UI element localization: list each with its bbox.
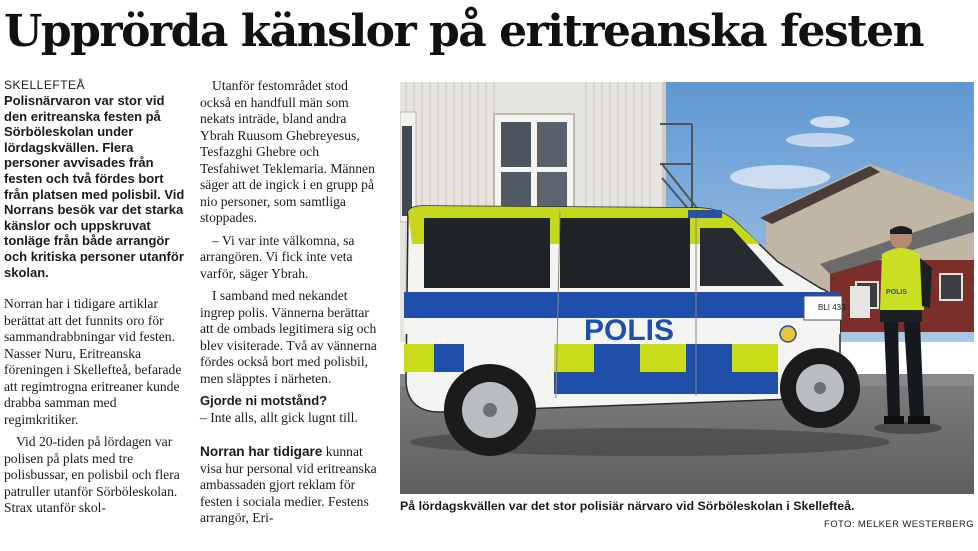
photo-caption: På lördagskvällen var det stor polisiär närvaro vid Sörböleskolan i Skellefteå. <box>400 499 855 513</box>
paragraph: I samband med nekandet ingrep polis. Vännerna berättar att de ombads legitimera sig och blev visiterade. Två av vännerna fördes också bort med polisbil, men släpptes i närheten. <box>200 288 377 386</box>
paragraph: Norran har i tidigare artiklar berättat att det funnits oro för sammandrabbningar vid festen. Nasser Nuru, Eritreanska föreningen i Skellefteå, befarade att regimtrogna eritreaner kunde drabba samman med regimkritiker. <box>4 296 182 427</box>
ingress: Polisnärvaron var stor vid den eritreanska festen på Sörböleskolan under lördagskvällen. Flera personer avvisades från festen och två fördes bort från platsen med polisbil. Vid Norrans besök var det starka känslor och uppskruvat tonläge från både arrangör och kritiska personer utanför skolan. <box>4 93 185 280</box>
interview-question: Gjorde ni motstånd? <box>200 393 328 408</box>
headline: Upprörda känslor på eritreanska festen <box>4 6 924 57</box>
news-photo <box>400 82 974 494</box>
quote-paragraph: – Vi var inte välkomna, sa arrangören. Vi fick inte veta varför, säger Ybrah. <box>200 232 355 281</box>
photo-credit: FOTO: MELKER WESTERBERG <box>824 519 974 530</box>
paragraph <box>200 444 380 527</box>
van-police-label: POLIS <box>584 314 675 347</box>
paragraph: Utanför festområdet stod också en handfull män som nekats inträde, bland andra Ybrah Ruusom Ghebreyesus, Tesfazghi Ghebre och Tesfahiwet Teklemaria. Männen säger att de ingick i en grupp på nio personer, som samtliga stoppades. <box>200 78 375 225</box>
article-column-2 <box>200 78 380 527</box>
dateline: SKELLEFTEÅ <box>4 78 86 92</box>
paragraph: Vid 20-tiden på lördagen var polisen på plats med tre polisbussar, en polisbil och flera patruller utanför Sörböleskolan. Strax utanför skol- <box>4 434 180 516</box>
license-plate: BLI 433 <box>818 303 846 312</box>
paragraph-body: kunnat visa hur personal vid eritreanska ambassaden gjort reklam för festen i sociala medier. Festens arrangör, Eri- <box>200 444 377 525</box>
vest-police-label: POLIS <box>886 289 908 296</box>
article-column-1 <box>4 78 186 517</box>
interview-answer: – Inte alls, allt gick lugnt till. <box>200 409 358 425</box>
police-emblem-icon <box>780 326 796 342</box>
paragraph-lead: Norran har tidigare <box>200 444 323 459</box>
